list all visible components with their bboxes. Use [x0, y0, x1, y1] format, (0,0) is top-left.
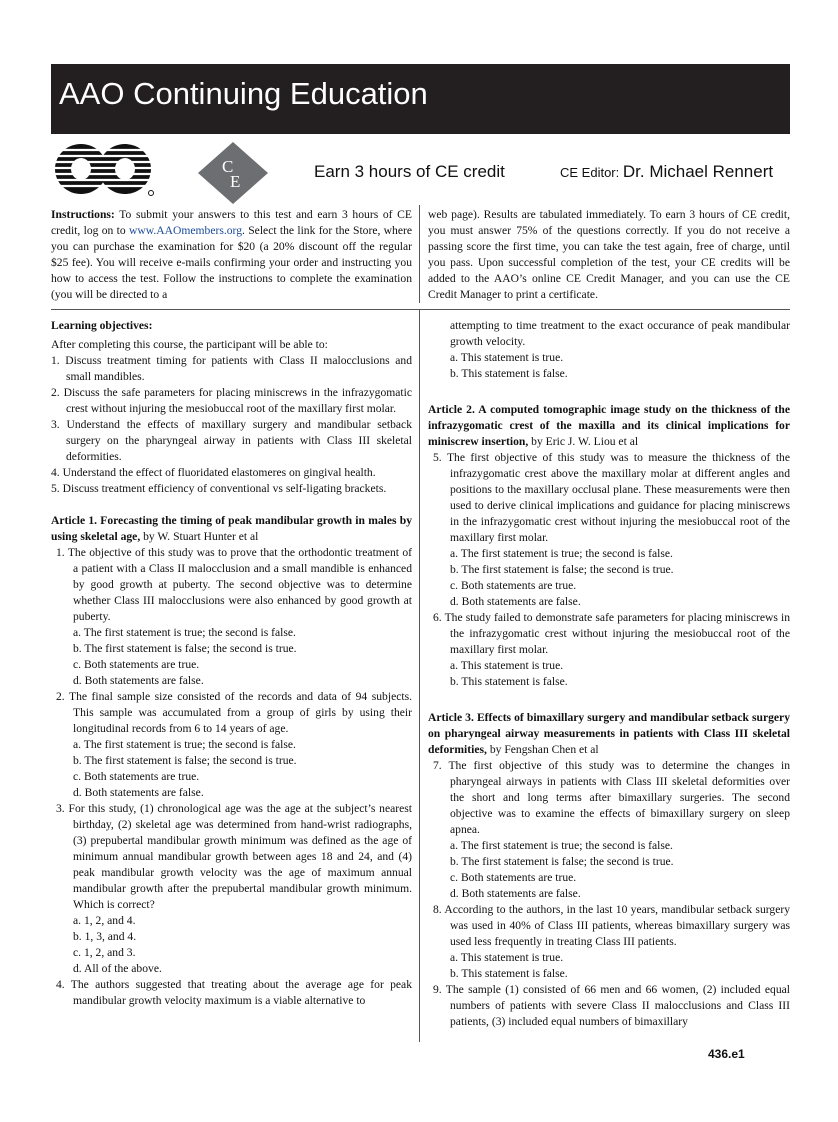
question-9: 9. The sample (1) consisted of 66 men and 66 women, (2) included equal numbers of patients with severe Class II malocclusions and Class III patients, (3) included equal numbers of bimaxillary [433, 983, 790, 1028]
instructions-text-2: . Select the link for the Store, where you can purchase the examination for $20 (a 20% discount off the regular $25 fee). You will receive e-mails confirming your order and instructing you how to access the test. Follow the instructions to complete the examination (you will be directed to a [51, 224, 413, 301]
instructions-text-1: To submit your answers to this test and earn 3 hours of CE credit, log on to [51, 208, 412, 237]
answer-option: a. The first statement is true; the second is false. [73, 626, 296, 639]
article-2-heading [428, 402, 790, 450]
section-divider [51, 309, 790, 310]
header-banner [51, 64, 790, 134]
question-4-continued: attempting to time treatment to the exact occurance of peak mandibular growth velocity. [450, 319, 790, 348]
instructions-right: web page). Results are tabulated immediately. To earn 3 hours of CE credit, you must answer 75% of the questions correctly. If you do not receive a passing score the first time, you can take the test again, free of charge, until you pass. Upon successful completion of the test, your CE credits will be added to the AAO’s online CE Credit Manager, and you can use the CE Credit Manager to print a certificate. [428, 208, 790, 301]
banner-title: AAO Continuing Education [59, 76, 428, 111]
objective-item: 3. Understand the effects of maxillary surgery and mandibular setback surgery on the pharyngeal airway in patients with Class III skeletal deformities. [51, 418, 412, 463]
answer-option: d. All of the above. [73, 962, 162, 975]
answer-option: b. 1, 3, and 4. [73, 930, 137, 943]
answer-option: a. The first statement is true; the second is false. [450, 839, 673, 852]
article-3-heading [428, 710, 790, 758]
answer-option: d. Both statements are false. [73, 786, 204, 799]
aao-members-link[interactable]: www.AAOmembers.org [128, 224, 243, 237]
answer-option: a. 1, 2, and 4. [73, 914, 136, 927]
answer-option: a. The first statement is true; the second is false. [73, 738, 296, 751]
ce-editor-label: CE Editor: [560, 165, 620, 180]
objective-item: 4. Understand the effect of fluoridated elastomeres on gingival health. [51, 466, 376, 479]
answer-option: b. This statement is false. [450, 675, 568, 688]
article-3-title: Article 3. Effects of bimaxillary surgery and mandibular setback surgery on pharyngeal airway measurements in patients with Class III skeletal deformities, [428, 711, 790, 756]
answer-option: a. This statement is true. [450, 951, 564, 964]
answer-option: c. 1, 2, and 3. [73, 946, 136, 959]
answer-option: b. The first statement is false; the second is true. [450, 855, 674, 868]
answer-option: d. Both statements are false. [450, 887, 581, 900]
question-2: 2. The final sample size consisted of the records and data of 94 subjects. This sample was accumulated from a group of girls by using their longitudinal records from 6 to 14 years of age. [56, 690, 412, 735]
answer-option: c. Both statements are true. [450, 871, 577, 884]
aao-logo-icon [51, 141, 155, 197]
question-5: 5. The first objective of this study was to measure the thickness of the infrazygomatic crest above the maxillary molar at different angles and positions to the maxillary occlusal plane. These measurements were then used to derive clinical implications and guidance for placing miniscrews in the infrazygomatic crest without injuring the mesiobuccal root of the maxillary first molar. [433, 451, 790, 544]
earn-credit-text: Earn 3 hours of CE credit [314, 162, 505, 181]
article-1-authors: by W. Stuart Hunter et al [140, 530, 259, 543]
answer-option: d. Both statements are false. [450, 595, 581, 608]
page-number: 436.e1 [708, 1047, 745, 1061]
objectives-heading: Learning objectives: [51, 319, 153, 332]
article-1-title: Article 1. Forecasting the timing of peak mandibular growth in males by using skeletal age, [51, 514, 412, 543]
answer-option: b. The first statement is false; the second is true. [450, 563, 674, 576]
instructions-label: Instructions: [51, 208, 115, 221]
answer-option: b. This statement is false. [450, 967, 568, 980]
column-divider [419, 309, 420, 1042]
article-1-heading [51, 513, 412, 545]
right-column [428, 318, 790, 1030]
answer-option: c. Both statements are true. [450, 579, 577, 592]
question-7: 7. The first objective of this study was to determine the changes in pharyngeal airways in patients with Class III skeletal deformities over the short and long terms after bimaxillary surgeries. The second objective was to examine the effects of bimaxillary surgery on sleep apnea. [433, 759, 790, 836]
answer-option: a. The first statement is true; the second is false. [450, 547, 673, 560]
answer-option: b. The first statement is false; the second is true. [73, 754, 297, 767]
article-3-authors: by Fengshan Chen et al [486, 743, 599, 756]
objective-item: 2. Discuss the safe parameters for placing miniscrews in the infrazygomatic crest without injuring the mesiobuccal root of the maxillary first molar. [51, 386, 412, 415]
ce-logo-letter-e: E [230, 172, 241, 191]
objective-item: 5. Discuss treatment efficiency of conventional vs self-ligating brackets. [51, 482, 387, 495]
answer-option: b. The first statement is false; the second is true. [73, 642, 297, 655]
answer-option: c. Both statements are true. [73, 770, 200, 783]
answer-option: d. Both statements are false. [73, 674, 204, 687]
answer-option: c. Both statements are true. [73, 658, 200, 671]
answer-option: b. This statement is false. [450, 367, 568, 380]
objective-item: 1. Discuss treatment timing for patients with Class II malocclusions and small mandibles. [51, 354, 412, 383]
question-1: 1. The objective of this study was to prove that the orthodontic treatment of a patient with a Class II malocclusion and a small mandible is enhanced by good growth at puberty. The second objective was to determine whether Class III malocclusions were also enhanced by good growth at puberty. [56, 546, 412, 623]
question-6: 6. The study failed to demonstrate safe parameters for placing miniscrews in the infrazygomatic crest without injuring the mesiobuccal root of the maxillary first molar. [433, 611, 790, 656]
left-column [51, 318, 412, 1009]
question-4: 4. The authors suggested that treating about the average age for peak mandibular growth velocity maximum is a viable alternative to [56, 978, 412, 1007]
ce-logo-letter-c: C [222, 157, 234, 176]
ce-editor [560, 162, 773, 182]
question-3: 3. For this study, (1) chronological age was the age at the subject’s nearest birthday, (2) skeletal age was determined from hand-wrist radiographs, (3) prepubertal mandibular growth minimum was defined as the age of minimum annual mandibular growth between ages 18 and 24, and (4) peak mandibular growth velocity was the age of maximum annual mandibular growth after the prepubertal mandibular growth minimum. Which is correct? [56, 802, 412, 911]
article-2-authors: by Eric J. W. Liou et al [528, 435, 639, 448]
ce-diamond-logo-icon [196, 141, 270, 205]
instructions-divider [419, 205, 420, 303]
answer-option: a. This statement is true. [450, 659, 564, 672]
ce-editor-name: Dr. Michael Rennert [622, 162, 774, 181]
question-8: 8. According to the authors, in the last 10 years, mandibular setback surgery was used in 40% of Class III patients, whereas bimaxillary surgery was used less frequently in treating Class III patients. [433, 903, 790, 948]
answer-option: a. This statement is true. [450, 351, 564, 364]
objectives-intro: After completing this course, the participant will be able to: [51, 338, 328, 351]
article-2-title: Article 2. A computed tomographic image study on the thickness of the infrazygomatic crest of the maxilla and its clinical implications for miniscrew insertion, [428, 403, 790, 448]
instructions-left [51, 207, 412, 303]
